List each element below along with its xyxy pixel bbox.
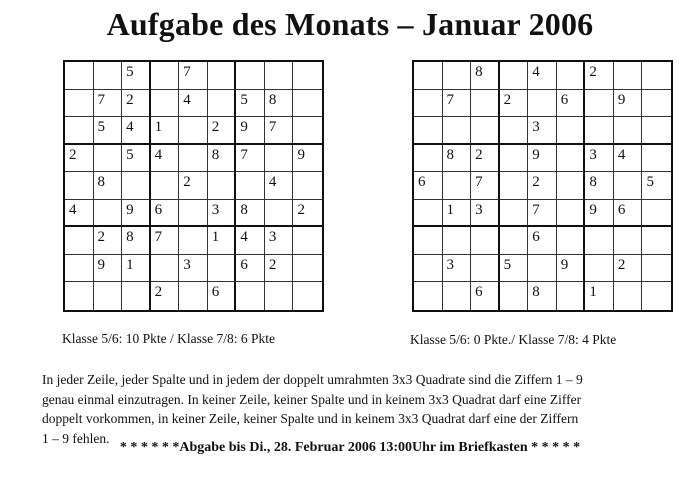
sudoku-cell: 1 [151, 117, 180, 145]
sudoku-cell [443, 227, 472, 255]
sudoku-cell [642, 117, 671, 145]
sudoku-cell [65, 90, 94, 118]
sudoku-cell [94, 62, 123, 90]
sudoku-cell [642, 255, 671, 283]
sudoku-cell [179, 200, 208, 228]
instructions-text [42, 370, 664, 448]
sudoku-cell: 3 [443, 255, 472, 283]
sudoku-grid-right [412, 60, 673, 312]
sudoku-cell: 2 [528, 172, 557, 200]
sudoku-cell: 6 [528, 227, 557, 255]
sudoku-cell [443, 172, 472, 200]
sudoku-cell [65, 255, 94, 283]
sudoku-cell [500, 282, 529, 310]
sudoku-cell [500, 62, 529, 90]
sudoku-cell: 5 [94, 117, 123, 145]
sudoku-cell [65, 62, 94, 90]
instructions-line: genau einmal einzutragen. In keiner Zeile, keiner Spalte und in keinem 3x3 Quadrat darf eine Ziffer [42, 391, 582, 407]
sudoku-cell: 8 [94, 172, 123, 200]
sudoku-cell [500, 117, 529, 145]
sudoku-cell [179, 227, 208, 255]
sudoku-cell [293, 172, 322, 200]
sudoku-cell [443, 117, 472, 145]
sudoku-cell: 7 [528, 200, 557, 228]
sudoku-cell: 6 [151, 200, 180, 228]
sudoku-cell: 6 [208, 282, 237, 310]
sudoku-cell: 8 [585, 172, 614, 200]
sudoku-cell: 7 [471, 172, 500, 200]
sudoku-cell [471, 117, 500, 145]
sudoku-cell: 8 [471, 62, 500, 90]
sudoku-cell [443, 62, 472, 90]
sudoku-cell [614, 227, 643, 255]
sudoku-cell [414, 90, 443, 118]
sudoku-cell [208, 255, 237, 283]
sudoku-cell [236, 172, 265, 200]
sudoku-cell: 3 [585, 145, 614, 173]
sudoku-cell: 7 [179, 62, 208, 90]
sudoku-cell [94, 145, 123, 173]
sudoku-cell: 3 [179, 255, 208, 283]
sudoku-cell [208, 172, 237, 200]
sudoku-cell [265, 282, 294, 310]
sudoku-cell [122, 282, 151, 310]
sudoku-cell: 3 [208, 200, 237, 228]
sudoku-cell [585, 255, 614, 283]
sudoku-cell: 9 [122, 200, 151, 228]
sudoku-cell [528, 90, 557, 118]
sudoku-cell: 6 [614, 200, 643, 228]
sudoku-cell [293, 62, 322, 90]
sudoku-cell [236, 62, 265, 90]
page-title: Aufgabe des Monats – Januar 2006 [106, 6, 594, 42]
sudoku-cell: 9 [585, 200, 614, 228]
sudoku-cell: 9 [614, 90, 643, 118]
points-caption-left: Klasse 5/6: 10 Pkte / Klasse 7/8: 6 Pkte [62, 331, 275, 346]
sudoku-cell [151, 62, 180, 90]
sudoku-cell [293, 117, 322, 145]
sudoku-cell: 5 [122, 62, 151, 90]
sudoku-cell [414, 117, 443, 145]
sudoku-cell: 2 [471, 145, 500, 173]
sudoku-cell: 8 [236, 200, 265, 228]
sudoku-cell: 4 [179, 90, 208, 118]
sudoku-cell: 8 [443, 145, 472, 173]
sudoku-cell [642, 282, 671, 310]
sudoku-cell [414, 255, 443, 283]
sudoku-cell [557, 282, 586, 310]
points-caption-right: Klasse 5/6: 0 Pkte./ Klasse 7/8: 4 Pkte [410, 332, 617, 347]
sudoku-cell [414, 200, 443, 228]
sudoku-cell [471, 90, 500, 118]
sudoku-cell: 2 [179, 172, 208, 200]
sudoku-cell [414, 145, 443, 173]
sudoku-cell [471, 227, 500, 255]
sudoku-cell: 6 [471, 282, 500, 310]
sudoku-cell: 1 [122, 255, 151, 283]
sudoku-cell: 2 [293, 200, 322, 228]
sudoku-cell: 9 [293, 145, 322, 173]
deadline-notice: * * * * * *Abgabe bis Di., 28. Februar 2006 13:00Uhr im Briefkasten * * * * * [119, 440, 581, 455]
sudoku-cell [414, 62, 443, 90]
sudoku-cell [557, 172, 586, 200]
sudoku-cell [557, 227, 586, 255]
sudoku-cell [614, 282, 643, 310]
sudoku-cell: 1 [443, 200, 472, 228]
sudoku-cell [236, 282, 265, 310]
sudoku-cell [614, 62, 643, 90]
sudoku-cell: 4 [151, 145, 180, 173]
sudoku-cell: 8 [265, 90, 294, 118]
sudoku-cell: 9 [528, 145, 557, 173]
sudoku-cell [585, 90, 614, 118]
sudoku-cell [585, 117, 614, 145]
sudoku-cell [65, 117, 94, 145]
sudoku-cell: 2 [65, 145, 94, 173]
sudoku-cell: 7 [151, 227, 180, 255]
sudoku-cell [500, 227, 529, 255]
sudoku-cell: 5 [642, 172, 671, 200]
sudoku-cell [122, 172, 151, 200]
instructions-line: doppelt vorkommen, in keiner Zeile, keiner Spalte und in keinem 3x3 Quadrat darf eine der Ziffern [42, 411, 579, 426]
sudoku-cell: 5 [500, 255, 529, 283]
sudoku-cell [500, 200, 529, 228]
sudoku-cell [151, 172, 180, 200]
sudoku-cell: 3 [471, 200, 500, 228]
sudoku-cell: 5 [122, 145, 151, 173]
sudoku-cell: 2 [151, 282, 180, 310]
sudoku-cell [471, 255, 500, 283]
sudoku-cell: 9 [94, 255, 123, 283]
sudoku-cell [179, 145, 208, 173]
sudoku-cell: 2 [265, 255, 294, 283]
sudoku-cell [557, 200, 586, 228]
sudoku-cell [65, 172, 94, 200]
sudoku-cell [151, 255, 180, 283]
sudoku-cell: 7 [236, 145, 265, 173]
sudoku-cell [94, 200, 123, 228]
sudoku-cell [151, 90, 180, 118]
sudoku-cell [208, 62, 237, 90]
sudoku-cell [179, 282, 208, 310]
sudoku-cell: 7 [443, 90, 472, 118]
sudoku-cell [265, 62, 294, 90]
sudoku-cell: 2 [208, 117, 237, 145]
sudoku-cell: 9 [557, 255, 586, 283]
sudoku-cell [293, 227, 322, 255]
sudoku-cell: 9 [236, 117, 265, 145]
sudoku-cell [500, 172, 529, 200]
sudoku-cell [557, 62, 586, 90]
sudoku-cell [443, 282, 472, 310]
sudoku-cell [557, 145, 586, 173]
sudoku-cell [500, 145, 529, 173]
sudoku-cell [65, 282, 94, 310]
sudoku-cell: 2 [122, 90, 151, 118]
sudoku-cell: 2 [585, 62, 614, 90]
sudoku-cell: 8 [208, 145, 237, 173]
sudoku-cell [528, 255, 557, 283]
sudoku-cell [414, 282, 443, 310]
sudoku-cell: 3 [528, 117, 557, 145]
sudoku-cell: 4 [122, 117, 151, 145]
sudoku-cell [208, 90, 237, 118]
sudoku-cell [293, 255, 322, 283]
sudoku-cell [614, 117, 643, 145]
sudoku-cell [265, 200, 294, 228]
sudoku-cell [179, 117, 208, 145]
sudoku-cell [614, 172, 643, 200]
sudoku-cell: 1 [585, 282, 614, 310]
sudoku-cell: 6 [236, 255, 265, 283]
sudoku-cell [414, 227, 443, 255]
sudoku-cell: 2 [614, 255, 643, 283]
sudoku-cell [642, 200, 671, 228]
sudoku-cell [293, 90, 322, 118]
sudoku-cell: 4 [236, 227, 265, 255]
sudoku-cell [642, 62, 671, 90]
sudoku-cell: 4 [614, 145, 643, 173]
sudoku-cell [642, 227, 671, 255]
sudoku-cell: 4 [528, 62, 557, 90]
sudoku-cell [293, 282, 322, 310]
sudoku-cell: 7 [265, 117, 294, 145]
sudoku-cell: 4 [65, 200, 94, 228]
sudoku-cell [642, 90, 671, 118]
sudoku-cell: 2 [94, 227, 123, 255]
sudoku-cell [65, 227, 94, 255]
sudoku-cell [642, 145, 671, 173]
sudoku-cell: 8 [528, 282, 557, 310]
sudoku-cell: 4 [265, 172, 294, 200]
sudoku-cell [585, 227, 614, 255]
sudoku-grid-left [63, 60, 324, 312]
sudoku-cell: 2 [500, 90, 529, 118]
sudoku-cell: 1 [208, 227, 237, 255]
sudoku-cell: 8 [122, 227, 151, 255]
instructions-line: In jeder Zeile, jeder Spalte und in jedem der doppelt umrahmten 3x3 Quadrate sind die Ziffern 1 – 9 [42, 372, 583, 387]
sudoku-cell [557, 117, 586, 145]
sudoku-cell: 7 [94, 90, 123, 118]
sudoku-cell: 6 [414, 172, 443, 200]
sudoku-cell [265, 145, 294, 173]
sudoku-cell: 5 [236, 90, 265, 118]
instructions-line: 1 – 9 fehlen. [42, 430, 110, 446]
sudoku-cell: 6 [557, 90, 586, 118]
sudoku-cell: 3 [265, 227, 294, 255]
sudoku-cell [94, 282, 123, 310]
